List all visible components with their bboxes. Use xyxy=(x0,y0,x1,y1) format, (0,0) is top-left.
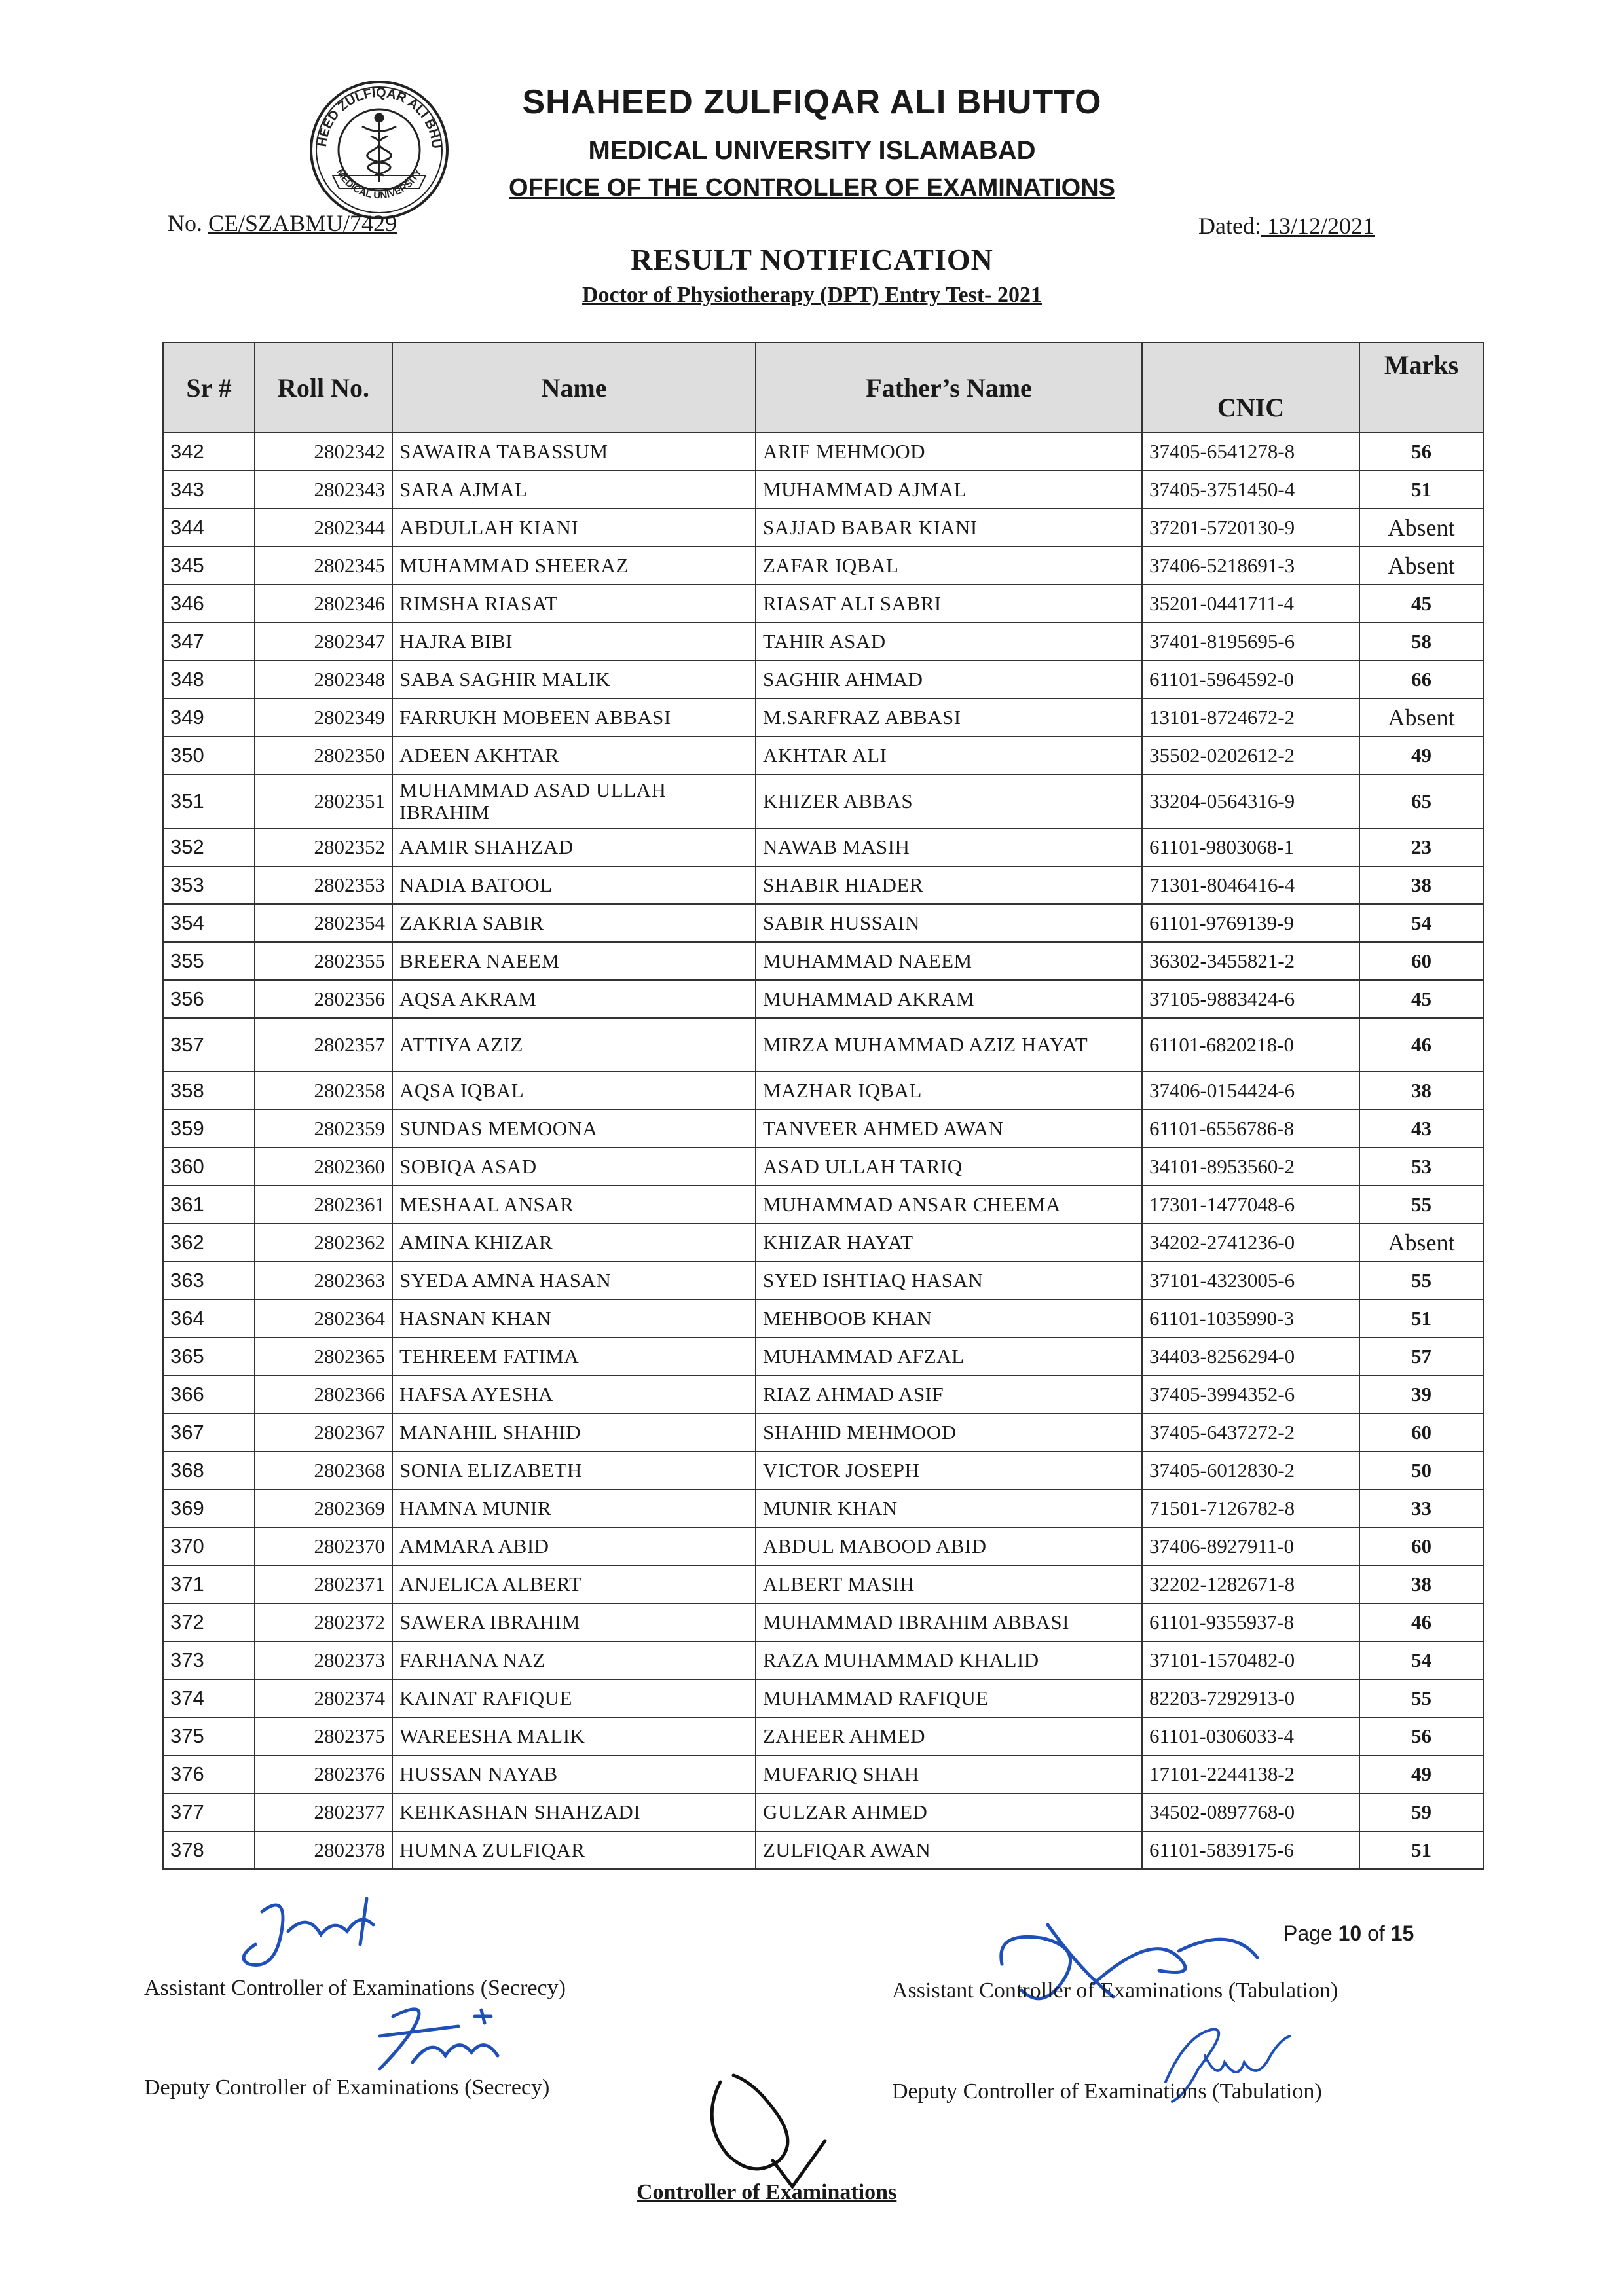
cell-marks: 56 xyxy=(1359,433,1483,471)
cell-roll-no: 2802363 xyxy=(255,1262,392,1300)
cell-sr: 352 xyxy=(163,828,255,866)
cell-name: HAJRA BIBI xyxy=(392,623,756,661)
cell-marks: 51 xyxy=(1359,471,1483,509)
cell-cnic: 35201-0441711-4 xyxy=(1142,585,1359,623)
cell-roll-no: 2802345 xyxy=(255,547,392,585)
cell-marks: 53 xyxy=(1359,1148,1483,1186)
cell-sr: 377 xyxy=(163,1793,255,1831)
cell-name: AQSA AKRAM xyxy=(392,980,756,1018)
cell-marks: 45 xyxy=(1359,980,1483,1018)
cell-sr: 362 xyxy=(163,1224,255,1262)
cell-name: HUSSAN NAYAB xyxy=(392,1755,756,1793)
cell-cnic: 34502-0897768-0 xyxy=(1142,1793,1359,1831)
cell-roll-no: 2802344 xyxy=(255,509,392,547)
table-row xyxy=(163,774,1483,828)
cell-marks: 49 xyxy=(1359,1755,1483,1793)
table-row xyxy=(163,661,1483,699)
cell-marks: 38 xyxy=(1359,1072,1483,1110)
cell-roll-no: 2802375 xyxy=(255,1717,392,1755)
university-seal-logo xyxy=(306,77,452,223)
cell-cnic: 37406-0154424-6 xyxy=(1142,1072,1359,1110)
cell-marks: 65 xyxy=(1359,774,1483,828)
cell-cnic: 37405-3994352-6 xyxy=(1142,1376,1359,1413)
table-row xyxy=(163,904,1483,942)
cell-cnic: 34202-2741236-0 xyxy=(1142,1224,1359,1262)
table-row xyxy=(163,1110,1483,1148)
table-row xyxy=(163,828,1483,866)
cell-name: AQSA IQBAL xyxy=(392,1072,756,1110)
cell-cnic: 37405-3751450-4 xyxy=(1142,471,1359,509)
table-row xyxy=(163,1489,1483,1527)
cell-sr: 369 xyxy=(163,1489,255,1527)
cell-cnic: 17301-1477048-6 xyxy=(1142,1186,1359,1224)
table-row xyxy=(163,1527,1483,1565)
cell-marks: 56 xyxy=(1359,1717,1483,1755)
cell-roll-no: 2802371 xyxy=(255,1565,392,1603)
cell-roll-no: 2802350 xyxy=(255,737,392,774)
cell-sr: 371 xyxy=(163,1565,255,1603)
cell-fathers-name: KHIZER ABBAS xyxy=(756,774,1142,828)
university-name-line1: SHAHEED ZULFIQAR ALI BHUTTO xyxy=(522,83,1102,121)
cell-name: RIMSHA RIASAT xyxy=(392,585,756,623)
cell-name: ABDULLAH KIANI xyxy=(392,509,756,547)
cell-fathers-name: KHIZAR HAYAT xyxy=(756,1224,1142,1262)
header-name: Name xyxy=(392,342,756,433)
cell-fathers-name: MUHAMMAD AJMAL xyxy=(756,471,1142,509)
header-sr: Sr # xyxy=(163,342,255,433)
cell-fathers-name: RAZA MUHAMMAD KHALID xyxy=(756,1641,1142,1679)
cell-marks: Absent xyxy=(1359,509,1483,547)
cell-marks: Absent xyxy=(1359,547,1483,585)
cell-cnic: 34403-8256294-0 xyxy=(1142,1338,1359,1376)
cell-sr: 342 xyxy=(163,433,255,471)
cell-marks: 38 xyxy=(1359,1565,1483,1603)
cell-fathers-name: MAZHAR IQBAL xyxy=(756,1072,1142,1110)
cell-name: SARA AJMAL xyxy=(392,471,756,509)
cell-roll-no: 2802361 xyxy=(255,1186,392,1224)
cell-roll-no: 2802374 xyxy=(255,1679,392,1717)
cell-cnic: 61101-9355937-8 xyxy=(1142,1603,1359,1641)
cell-name: BREERA NAEEM xyxy=(392,942,756,980)
table-row xyxy=(163,1338,1483,1376)
cell-roll-no: 2802354 xyxy=(255,904,392,942)
cell-sr: 364 xyxy=(163,1300,255,1338)
label-deputy-controller-secrecy: Deputy Controller of Examinations (Secrecy) xyxy=(144,2075,550,2100)
cell-roll-no: 2802359 xyxy=(255,1110,392,1148)
cell-fathers-name: AKHTAR ALI xyxy=(756,737,1142,774)
cell-fathers-name: RIASAT ALI SABRI xyxy=(756,585,1142,623)
cell-marks: 23 xyxy=(1359,828,1483,866)
cell-marks: 55 xyxy=(1359,1679,1483,1717)
cell-sr: 357 xyxy=(163,1018,255,1072)
table-row xyxy=(163,471,1483,509)
cell-marks: 45 xyxy=(1359,585,1483,623)
cell-cnic: 71501-7126782-8 xyxy=(1142,1489,1359,1527)
cell-sr: 346 xyxy=(163,585,255,623)
office-heading: OFFICE OF THE CONTROLLER OF EXAMINATIONS xyxy=(508,174,1116,202)
page-label: Page xyxy=(1283,1922,1338,1945)
cell-marks: 54 xyxy=(1359,904,1483,942)
cell-marks: 60 xyxy=(1359,1527,1483,1565)
cell-fathers-name: TAHIR ASAD xyxy=(756,623,1142,661)
cell-name: FARRUKH MOBEEN ABBASI xyxy=(392,699,756,737)
cell-marks: 54 xyxy=(1359,1641,1483,1679)
dated-value: 13/12/2021 xyxy=(1261,213,1375,239)
signature-deputy-secrecy xyxy=(354,1997,524,2088)
cell-name: KEHKASHAN SHAHZADI xyxy=(392,1793,756,1831)
dated-label: Dated: xyxy=(1198,213,1261,239)
cell-cnic: 37406-5218691-3 xyxy=(1142,547,1359,585)
cell-cnic: 61101-0306033-4 xyxy=(1142,1717,1359,1755)
cell-sr: 367 xyxy=(163,1413,255,1451)
cell-marks: Absent xyxy=(1359,699,1483,737)
cell-fathers-name: SAGHIR AHMAD xyxy=(756,661,1142,699)
cell-cnic: 17101-2244138-2 xyxy=(1142,1755,1359,1793)
cell-sr: 349 xyxy=(163,699,255,737)
cell-cnic: 36302-3455821-2 xyxy=(1142,942,1359,980)
cell-cnic: 61101-6820218-0 xyxy=(1142,1018,1359,1072)
table-row xyxy=(163,699,1483,737)
table-row xyxy=(163,866,1483,904)
svg-text:SHAHEED ZULFIQAR ALI BHUTTO: HEED ZULFIQAR ALI BHU xyxy=(314,85,444,150)
results-table xyxy=(162,342,1484,1870)
table-row xyxy=(163,1679,1483,1717)
cell-roll-no: 2802351 xyxy=(255,774,392,828)
date-line xyxy=(1198,212,1375,240)
table-row xyxy=(163,433,1483,471)
cell-roll-no: 2802376 xyxy=(255,1755,392,1793)
cell-name: HUMNA ZULFIQAR xyxy=(392,1831,756,1869)
cell-roll-no: 2802353 xyxy=(255,866,392,904)
cell-marks: 46 xyxy=(1359,1018,1483,1072)
cell-roll-no: 2802372 xyxy=(255,1603,392,1641)
cell-roll-no: 2802349 xyxy=(255,699,392,737)
cell-marks: 38 xyxy=(1359,866,1483,904)
header-cnic: CNIC xyxy=(1142,342,1359,433)
cell-roll-no: 2802365 xyxy=(255,1338,392,1376)
cell-cnic: 32202-1282671-8 xyxy=(1142,1565,1359,1603)
table-row xyxy=(163,1413,1483,1451)
cell-cnic: 37406-8927911-0 xyxy=(1142,1527,1359,1565)
cell-name: HASNAN KHAN xyxy=(392,1300,756,1338)
header-marks: Marks xyxy=(1359,342,1483,433)
table-row xyxy=(163,980,1483,1018)
cell-name: SUNDAS MEMOONA xyxy=(392,1110,756,1148)
cell-name: HAFSA AYESHA xyxy=(392,1376,756,1413)
cell-fathers-name: ZAHEER AHMED xyxy=(756,1717,1142,1755)
cell-fathers-name: MUHAMMAD ANSAR CHEEMA xyxy=(756,1186,1142,1224)
label-controller-of-examinations: Controller of Examinations xyxy=(637,2180,897,2204)
table-row xyxy=(163,1376,1483,1413)
cell-fathers-name: M.SARFRAZ ABBASI xyxy=(756,699,1142,737)
cell-sr: 363 xyxy=(163,1262,255,1300)
table-row xyxy=(163,1755,1483,1793)
table-row xyxy=(163,1717,1483,1755)
reference-value: CE/SZABMU/7429 xyxy=(208,210,397,236)
table-row xyxy=(163,1451,1483,1489)
cell-sr: 355 xyxy=(163,942,255,980)
cell-fathers-name: ZAFAR IQBAL xyxy=(756,547,1142,585)
cell-cnic: 37201-5720130-9 xyxy=(1142,509,1359,547)
cell-name: KAINAT RAFIQUE xyxy=(392,1679,756,1717)
table-row xyxy=(163,1018,1483,1072)
cell-marks: 58 xyxy=(1359,623,1483,661)
page-indicator xyxy=(1283,1922,1414,1946)
cell-roll-no: 2802355 xyxy=(255,942,392,980)
cell-fathers-name: ALBERT MASIH xyxy=(756,1565,1142,1603)
cell-name: MUHAMMAD SHEERAZ xyxy=(392,547,756,585)
university-name-line2: MEDICAL UNIVERSITY ISLAMABAD xyxy=(588,136,1036,165)
table-header-row xyxy=(163,342,1483,433)
table-row xyxy=(163,1565,1483,1603)
cell-sr: 350 xyxy=(163,737,255,774)
cell-fathers-name: MUHAMMAD NAEEM xyxy=(756,942,1142,980)
cell-cnic: 35502-0202612-2 xyxy=(1142,737,1359,774)
table-row xyxy=(163,1262,1483,1300)
table-row xyxy=(163,585,1483,623)
cell-fathers-name: VICTOR JOSEPH xyxy=(756,1451,1142,1489)
cell-fathers-name: MUHAMMAD AFZAL xyxy=(756,1338,1142,1376)
cell-name: ZAKRIA SABIR xyxy=(392,904,756,942)
cell-name: ANJELICA ALBERT xyxy=(392,1565,756,1603)
cell-marks: 39 xyxy=(1359,1376,1483,1413)
cell-sr: 347 xyxy=(163,623,255,661)
table-row xyxy=(163,1793,1483,1831)
cell-roll-no: 2802364 xyxy=(255,1300,392,1338)
cell-marks: 55 xyxy=(1359,1186,1483,1224)
cell-name: MUHAMMAD ASAD ULLAH IBRAHIM xyxy=(392,774,756,828)
cell-marks: 51 xyxy=(1359,1831,1483,1869)
cell-fathers-name: NAWAB MASIH xyxy=(756,828,1142,866)
cell-roll-no: 2802360 xyxy=(255,1148,392,1186)
cell-marks: 59 xyxy=(1359,1793,1483,1831)
table-body xyxy=(163,433,1483,1869)
cell-name: HAMNA MUNIR xyxy=(392,1489,756,1527)
cell-roll-no: 2802346 xyxy=(255,585,392,623)
cell-marks: Absent xyxy=(1359,1224,1483,1262)
table-row xyxy=(163,1072,1483,1110)
cell-name: MESHAAL ANSAR xyxy=(392,1186,756,1224)
cell-sr: 361 xyxy=(163,1186,255,1224)
cell-cnic: 61101-5839175-6 xyxy=(1142,1831,1359,1869)
cell-roll-no: 2802368 xyxy=(255,1451,392,1489)
cell-cnic: 82203-7292913-0 xyxy=(1142,1679,1359,1717)
cell-cnic: 61101-6556786-8 xyxy=(1142,1110,1359,1148)
cell-roll-no: 2802370 xyxy=(255,1527,392,1565)
cell-marks: 60 xyxy=(1359,942,1483,980)
page-of: of xyxy=(1361,1922,1391,1945)
cell-cnic: 37101-4323005-6 xyxy=(1142,1262,1359,1300)
cell-name: SONIA ELIZABETH xyxy=(392,1451,756,1489)
label-asst-controller-secrecy: Assistant Controller of Examinations (Secrecy) xyxy=(144,1976,566,2000)
page-total: 15 xyxy=(1390,1922,1414,1945)
cell-name: SYEDA AMNA HASAN xyxy=(392,1262,756,1300)
table-row xyxy=(163,547,1483,585)
cell-cnic: 37401-8195695-6 xyxy=(1142,623,1359,661)
cell-fathers-name: SHAHID MEHMOOD xyxy=(756,1413,1142,1451)
cell-name: TEHREEM FATIMA xyxy=(392,1338,756,1376)
cell-roll-no: 2802378 xyxy=(255,1831,392,1869)
cell-fathers-name: TANVEER AHMED AWAN xyxy=(756,1110,1142,1148)
cell-name: AAMIR SHAHZAD xyxy=(392,828,756,866)
cell-marks: 49 xyxy=(1359,737,1483,774)
reference-prefix: No. xyxy=(168,210,208,236)
cell-sr: 356 xyxy=(163,980,255,1018)
cell-marks: 55 xyxy=(1359,1262,1483,1300)
document-subtitle: Doctor of Physiotherapy (DPT) Entry Test- 2021 xyxy=(582,283,1042,307)
table-row xyxy=(163,1641,1483,1679)
cell-fathers-name: SYED ISHTIAQ HASAN xyxy=(756,1262,1142,1300)
cell-fathers-name: SAJJAD BABAR KIANI xyxy=(756,509,1142,547)
reference-number xyxy=(168,210,397,237)
cell-sr: 376 xyxy=(163,1755,255,1793)
cell-roll-no: 2802362 xyxy=(255,1224,392,1262)
table-row xyxy=(163,1300,1483,1338)
cell-name: MANAHIL SHAHID xyxy=(392,1413,756,1451)
header-fathers-name: Father’s Name xyxy=(756,342,1142,433)
document-title: RESULT NOTIFICATION xyxy=(631,243,993,276)
cell-fathers-name: RIAZ AHMAD ASIF xyxy=(756,1376,1142,1413)
cell-name: ADEEN AKHTAR xyxy=(392,737,756,774)
cell-roll-no: 2802342 xyxy=(255,433,392,471)
cell-cnic: 33204-0564316-9 xyxy=(1142,774,1359,828)
cell-roll-no: 2802357 xyxy=(255,1018,392,1072)
cell-name: AMINA KHIZAR xyxy=(392,1224,756,1262)
cell-sr: 348 xyxy=(163,661,255,699)
cell-fathers-name: MUHAMMAD RAFIQUE xyxy=(756,1679,1142,1717)
cell-roll-no: 2802377 xyxy=(255,1793,392,1831)
cell-sr: 351 xyxy=(163,774,255,828)
signature-asst-secrecy xyxy=(236,1886,406,1984)
cell-fathers-name: SABIR HUSSAIN xyxy=(756,904,1142,942)
signature-controller xyxy=(694,2062,864,2193)
cell-cnic: 61101-1035990-3 xyxy=(1142,1300,1359,1338)
cell-fathers-name: MUFARIQ SHAH xyxy=(756,1755,1142,1793)
cell-fathers-name: ARIF MEHMOOD xyxy=(756,433,1142,471)
table-row xyxy=(163,1224,1483,1262)
cell-name: SABA SAGHIR MALIK xyxy=(392,661,756,699)
cell-roll-no: 2802347 xyxy=(255,623,392,661)
cell-fathers-name: MUHAMMAD AKRAM xyxy=(756,980,1142,1018)
cell-sr: 354 xyxy=(163,904,255,942)
cell-sr: 368 xyxy=(163,1451,255,1489)
cell-marks: 46 xyxy=(1359,1603,1483,1641)
cell-cnic: 61101-9803068-1 xyxy=(1142,828,1359,866)
table-row xyxy=(163,623,1483,661)
page-current: 10 xyxy=(1338,1922,1362,1945)
cell-name: SAWERA IBRAHIM xyxy=(392,1603,756,1641)
cell-sr: 365 xyxy=(163,1338,255,1376)
cell-fathers-name: SHABIR HIADER xyxy=(756,866,1142,904)
cell-sr: 353 xyxy=(163,866,255,904)
table-row xyxy=(163,942,1483,980)
label-deputy-controller-tabulation: Deputy Controller of Examinations (Tabulation) xyxy=(892,2079,1322,2104)
cell-name: WAREESHA MALIK xyxy=(392,1717,756,1755)
cell-roll-no: 2802369 xyxy=(255,1489,392,1527)
table-row xyxy=(163,1186,1483,1224)
cell-name: SAWAIRA TABASSUM xyxy=(392,433,756,471)
svg-text:MEDICAL UNIVERSITY: MEDICAL UNIVERSITY xyxy=(334,167,424,202)
cell-sr: 378 xyxy=(163,1831,255,1869)
cell-cnic: 61101-5964592-0 xyxy=(1142,661,1359,699)
cell-fathers-name: MEHBOOB KHAN xyxy=(756,1300,1142,1338)
cell-name: ATTIYA AZIZ xyxy=(392,1018,756,1072)
cell-roll-no: 2802356 xyxy=(255,980,392,1018)
cell-fathers-name: GULZAR AHMED xyxy=(756,1793,1142,1831)
cell-sr: 375 xyxy=(163,1717,255,1755)
cell-sr: 366 xyxy=(163,1376,255,1413)
cell-roll-no: 2802352 xyxy=(255,828,392,866)
header-roll-no: Roll No. xyxy=(255,342,392,433)
cell-sr: 344 xyxy=(163,509,255,547)
table-row xyxy=(163,1148,1483,1186)
table-row xyxy=(163,1831,1483,1869)
cell-marks: 51 xyxy=(1359,1300,1483,1338)
cell-sr: 345 xyxy=(163,547,255,585)
table-row xyxy=(163,737,1483,774)
cell-marks: 60 xyxy=(1359,1413,1483,1451)
label-asst-controller-tabulation: Assistant Controller of Examinations (Tabulation) xyxy=(892,1978,1338,2003)
cell-cnic: 37405-6012830-2 xyxy=(1142,1451,1359,1489)
cell-cnic: 71301-8046416-4 xyxy=(1142,866,1359,904)
cell-cnic: 37101-1570482-0 xyxy=(1142,1641,1359,1679)
cell-fathers-name: ZULFIQAR AWAN xyxy=(756,1831,1142,1869)
cell-roll-no: 2802348 xyxy=(255,661,392,699)
cell-sr: 360 xyxy=(163,1148,255,1186)
cell-name: NADIA BATOOL xyxy=(392,866,756,904)
cell-name: AMMARA ABID xyxy=(392,1527,756,1565)
cell-marks: 66 xyxy=(1359,661,1483,699)
table-row xyxy=(163,1603,1483,1641)
cell-marks: 33 xyxy=(1359,1489,1483,1527)
cell-cnic: 37105-9883424-6 xyxy=(1142,980,1359,1018)
cell-sr: 358 xyxy=(163,1072,255,1110)
cell-roll-no: 2802367 xyxy=(255,1413,392,1451)
caduceus-icon xyxy=(362,114,396,182)
cell-roll-no: 2802366 xyxy=(255,1376,392,1413)
cell-marks: 50 xyxy=(1359,1451,1483,1489)
cell-name: SOBIQA ASAD xyxy=(392,1148,756,1186)
cell-sr: 372 xyxy=(163,1603,255,1641)
cell-marks: 43 xyxy=(1359,1110,1483,1148)
cell-sr: 370 xyxy=(163,1527,255,1565)
table-row xyxy=(163,509,1483,547)
cell-roll-no: 2802358 xyxy=(255,1072,392,1110)
cell-cnic: 34101-8953560-2 xyxy=(1142,1148,1359,1186)
cell-sr: 359 xyxy=(163,1110,255,1148)
cell-sr: 343 xyxy=(163,471,255,509)
cell-cnic: 13101-8724672-2 xyxy=(1142,699,1359,737)
cell-sr: 373 xyxy=(163,1641,255,1679)
cell-fathers-name: ABDUL MABOOD ABID xyxy=(756,1527,1142,1565)
cell-fathers-name: MUNIR KHAN xyxy=(756,1489,1142,1527)
cell-roll-no: 2802373 xyxy=(255,1641,392,1679)
cell-fathers-name: MUHAMMAD IBRAHIM ABBASI xyxy=(756,1603,1142,1641)
cell-name: FARHANA NAZ xyxy=(392,1641,756,1679)
cell-roll-no: 2802343 xyxy=(255,471,392,509)
cell-marks: 57 xyxy=(1359,1338,1483,1376)
cell-sr: 374 xyxy=(163,1679,255,1717)
cell-fathers-name: MIRZA MUHAMMAD AZIZ HAYAT xyxy=(756,1018,1142,1072)
cell-cnic: 61101-9769139-9 xyxy=(1142,904,1359,942)
cell-cnic: 37405-6541278-8 xyxy=(1142,433,1359,471)
cell-fathers-name: ASAD ULLAH TARIQ xyxy=(756,1148,1142,1186)
cell-cnic: 37405-6437272-2 xyxy=(1142,1413,1359,1451)
